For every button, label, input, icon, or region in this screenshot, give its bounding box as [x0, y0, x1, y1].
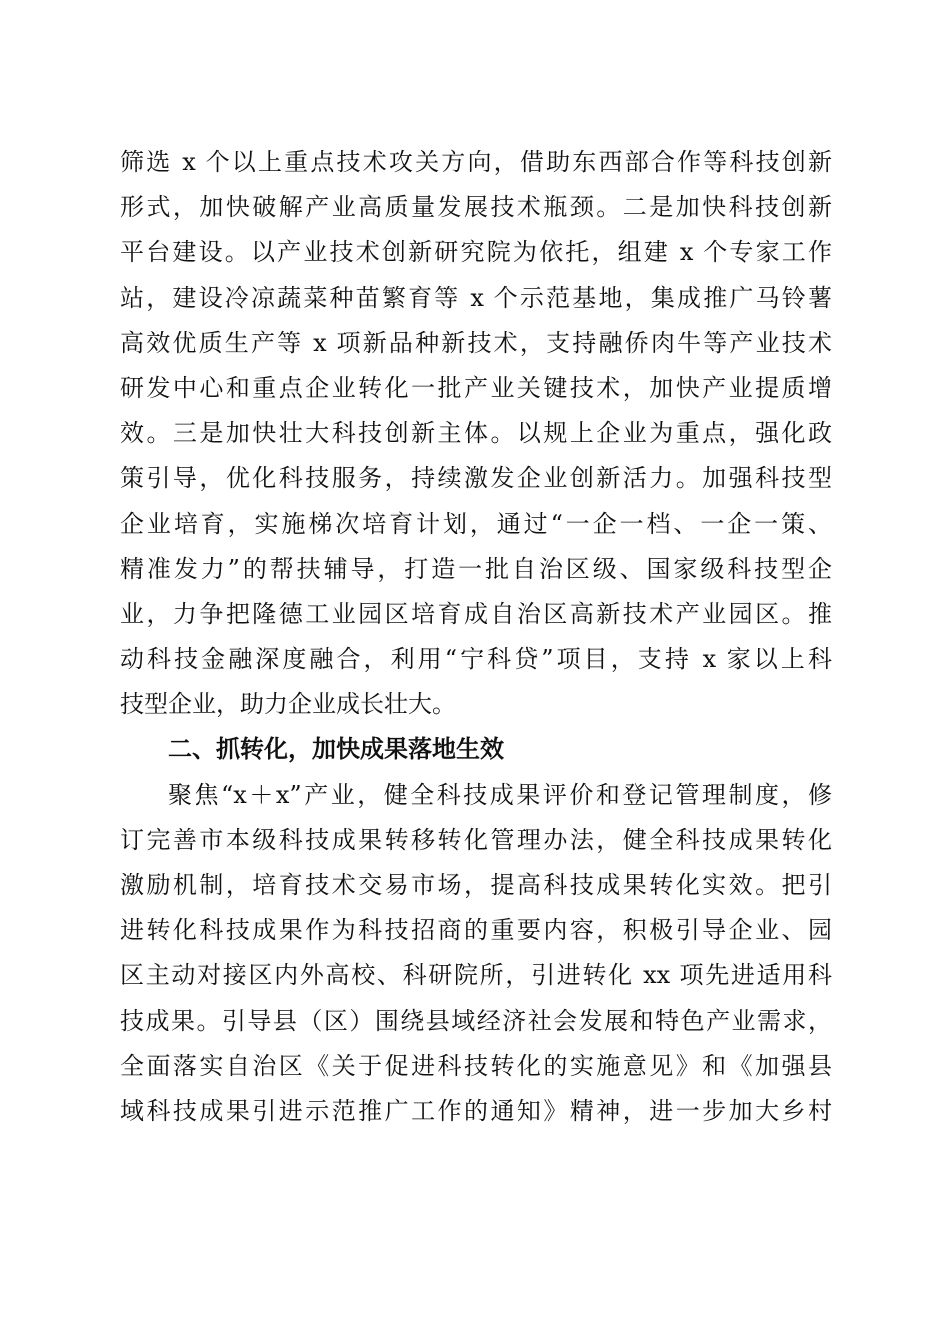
- text-line: 高效优质生产等 x 项新品种新技术，支持融侨肉牛等产业技术: [120, 328, 832, 357]
- paragraph-continued: [120, 140, 832, 727]
- text-line: 精准发力”的帮扶辅导，打造一批自治区级、国家级科技型企: [120, 554, 832, 583]
- text-line: 形式，加快破解产业高质量发展技术瓶颈。二是加快科技创新: [120, 193, 832, 222]
- text-line: 区主动对接区内外高校、科研院所，引进转化 xx 项先进适用科: [120, 961, 832, 990]
- text-line: 业，力争把隆德工业园区培育成自治区高新技术产业园区。推: [120, 599, 832, 628]
- text-line: 域科技成果引进示范推广工作的通知》精神，进一步加大乡村: [120, 1096, 832, 1125]
- text-line: 企业培育，实施梯次培育计划，通过“一企一档、一企一策、: [120, 509, 832, 538]
- text-line: 技成果。引导县（区）围绕县域经济社会发展和特色产业需求，: [120, 1006, 832, 1035]
- text-line: 动科技金融深度融合，利用“宁科贷”项目，支持 x 家以上科: [120, 645, 832, 674]
- text-line: 进转化科技成果作为科技招商的重要内容，积极引导企业、园: [120, 916, 832, 945]
- text-line: 筛选 x 个以上重点技术攻关方向，借助东西部合作等科技创新: [120, 148, 832, 176]
- text-line: 激励机制，培育技术交易市场，提高科技成果转化实效。把引: [120, 871, 832, 899]
- text-line: 全面落实自治区《关于促进科技转化的实施意见》和《加强县: [120, 1051, 832, 1080]
- text-line: 聚焦“x＋x”产业，健全科技成果评价和登记管理制度，修: [168, 780, 832, 809]
- text-line: 研发中心和重点企业转化一批产业关键技术，加快产业提质增: [120, 373, 832, 402]
- text-line: 订完善市本级科技成果转移转化管理办法，健全科技成果转化: [120, 825, 832, 854]
- text-line: 策引导，优化科技服务，持续激发企业创新活力。加强科技型: [120, 464, 832, 493]
- text-line: 效。三是加快壮大科技创新主体。以规上企业为重点，强化政: [120, 419, 832, 448]
- paragraph-section2: [120, 773, 832, 1135]
- document-body: [120, 140, 832, 1134]
- text-line: 平台建设。以产业技术创新研究院为依托，组建 x 个专家工作: [120, 238, 832, 267]
- text-line: 技型企业，助力企业成长壮大。: [120, 690, 456, 719]
- section-heading: 二、抓转化，加快成果落地生效: [168, 735, 504, 764]
- text-line: 站，建设冷凉蔬菜种苗繁育等 x 个示范基地，集成推广马铃薯: [120, 283, 832, 312]
